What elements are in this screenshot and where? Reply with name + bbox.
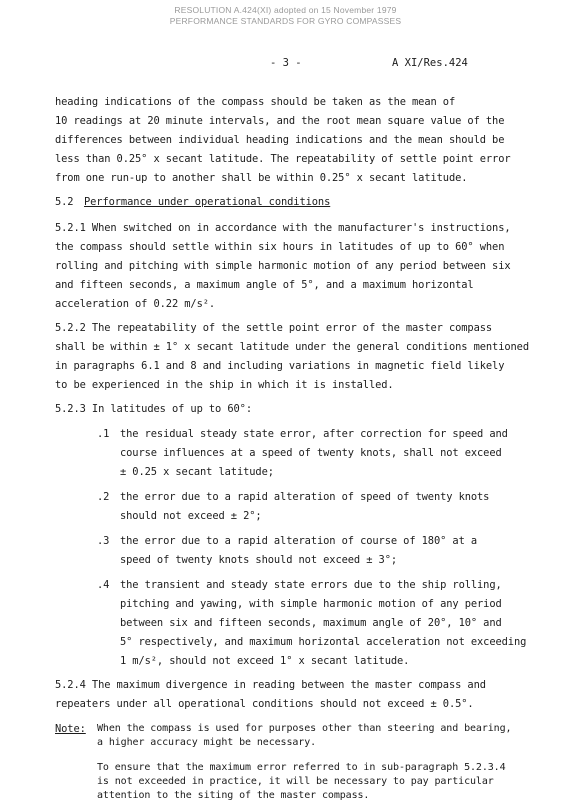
intro-line: differences between individual heading indications and the mean should be xyxy=(55,134,505,146)
item-line: ± 0.25 x secant latitude; xyxy=(120,466,274,478)
section-title: Performance under operational conditions xyxy=(84,196,331,208)
item-line: speed of twenty knots should not exceed ± 3°; xyxy=(120,554,398,566)
item-line: 1 m/s², should not exceed 1° x secant latitude. xyxy=(120,655,410,667)
note-line: a higher accuracy might be necessary. xyxy=(97,737,317,748)
paragraph-5-2-3-heading: 5.2.3 In latitudes of up to 60°: xyxy=(55,403,252,415)
item-line: the residual steady state error, after correction for speed and xyxy=(120,428,508,440)
paragraph-5-2-2-line: 5.2.2 The repeatability of the settle point error of the master compass xyxy=(55,322,493,334)
paragraph-5-2-2-line: in paragraphs 6.1 and 8 and including variations in magnetic field likely xyxy=(55,360,505,372)
item-line: the error due to a rapid alteration of course of 180° at a xyxy=(120,535,478,547)
item-line: between six and fifteen seconds, maximum angle of 20°, 10° and xyxy=(120,617,502,629)
item-number: .1 xyxy=(97,428,110,440)
intro-line: from one run-up to another shall be within 0.25° x secant latitude. xyxy=(55,172,468,184)
paragraph-5-2-2-line: shall be within ± 1° x secant latitude under the general conditions mentioned xyxy=(55,341,529,353)
note-line: attention to the siting of the master compass. xyxy=(97,790,370,801)
intro-line: heading indications of the compass should be taken as the mean of xyxy=(55,96,456,108)
intro-line: less than 0.25° x secant latitude. The repeatability of settle point error xyxy=(55,153,511,165)
item-line: 5° respectively, and maximum horizontal acceleration not exceeding xyxy=(120,636,527,648)
item-line: course influences at a speed of twenty knots, shall not exceed xyxy=(120,447,502,459)
item-number: .2 xyxy=(97,491,110,503)
paragraph-5-2-1-line: acceleration of 0.22 m/s². xyxy=(55,298,216,310)
paragraph-5-2-4-line: repeaters under all operational conditions should not exceed ± 0.5°. xyxy=(55,698,474,710)
note-label: Note: xyxy=(55,723,86,735)
paragraph-5-2-1-line: the compass should settle within six hours in latitudes of up to 60° when xyxy=(55,241,505,253)
standards-header: PERFORMANCE STANDARDS FOR GYRO COMPASSES xyxy=(169,16,402,26)
note-line: is not exceeded in practice, it will be necessary to pay particular xyxy=(97,776,494,787)
item-line: should not exceed ± 2°; xyxy=(120,510,262,522)
section-number: 5.2 xyxy=(55,196,74,208)
paragraph-5-2-1-line: rolling and pitching with simple harmonic motion of any period between six xyxy=(55,260,511,272)
item-number: .4 xyxy=(97,579,110,591)
page-number: - 3 - xyxy=(270,57,302,69)
paragraph-5-2-1-line: 5.2.1 When switched on in accordance with the manufacturer's instructions, xyxy=(55,222,511,234)
document-reference: A XI/Res.424 xyxy=(392,57,468,69)
item-line: the error due to a rapid alteration of speed of twenty knots xyxy=(120,491,490,503)
paragraph-5-2-2-line: to be experienced in the ship in which it is installed. xyxy=(55,379,394,391)
item-number: .3 xyxy=(97,535,110,547)
paragraph-5-2-1-line: and fifteen seconds, a maximum angle of 5°, and a maximum horizontal xyxy=(55,279,474,291)
note-line: When the compass is used for purposes other than steering and bearing, xyxy=(97,723,512,734)
resolution-header: RESOLUTION A.424(XI) adopted on 15 November 1979 xyxy=(174,5,397,15)
item-line: pitching and yawing, with simple harmonic motion of any period xyxy=(120,598,502,610)
paragraph-5-2-4-line: 5.2.4 The maximum divergence in reading between the master compass and xyxy=(55,679,486,691)
item-line: the transient and steady state errors due to the ship rolling, xyxy=(120,579,502,591)
intro-line: 10 readings at 20 minute intervals, and the root mean square value of the xyxy=(55,115,505,127)
note-line: To ensure that the maximum error referred to in sub-paragraph 5.2.3.4 xyxy=(97,762,506,773)
